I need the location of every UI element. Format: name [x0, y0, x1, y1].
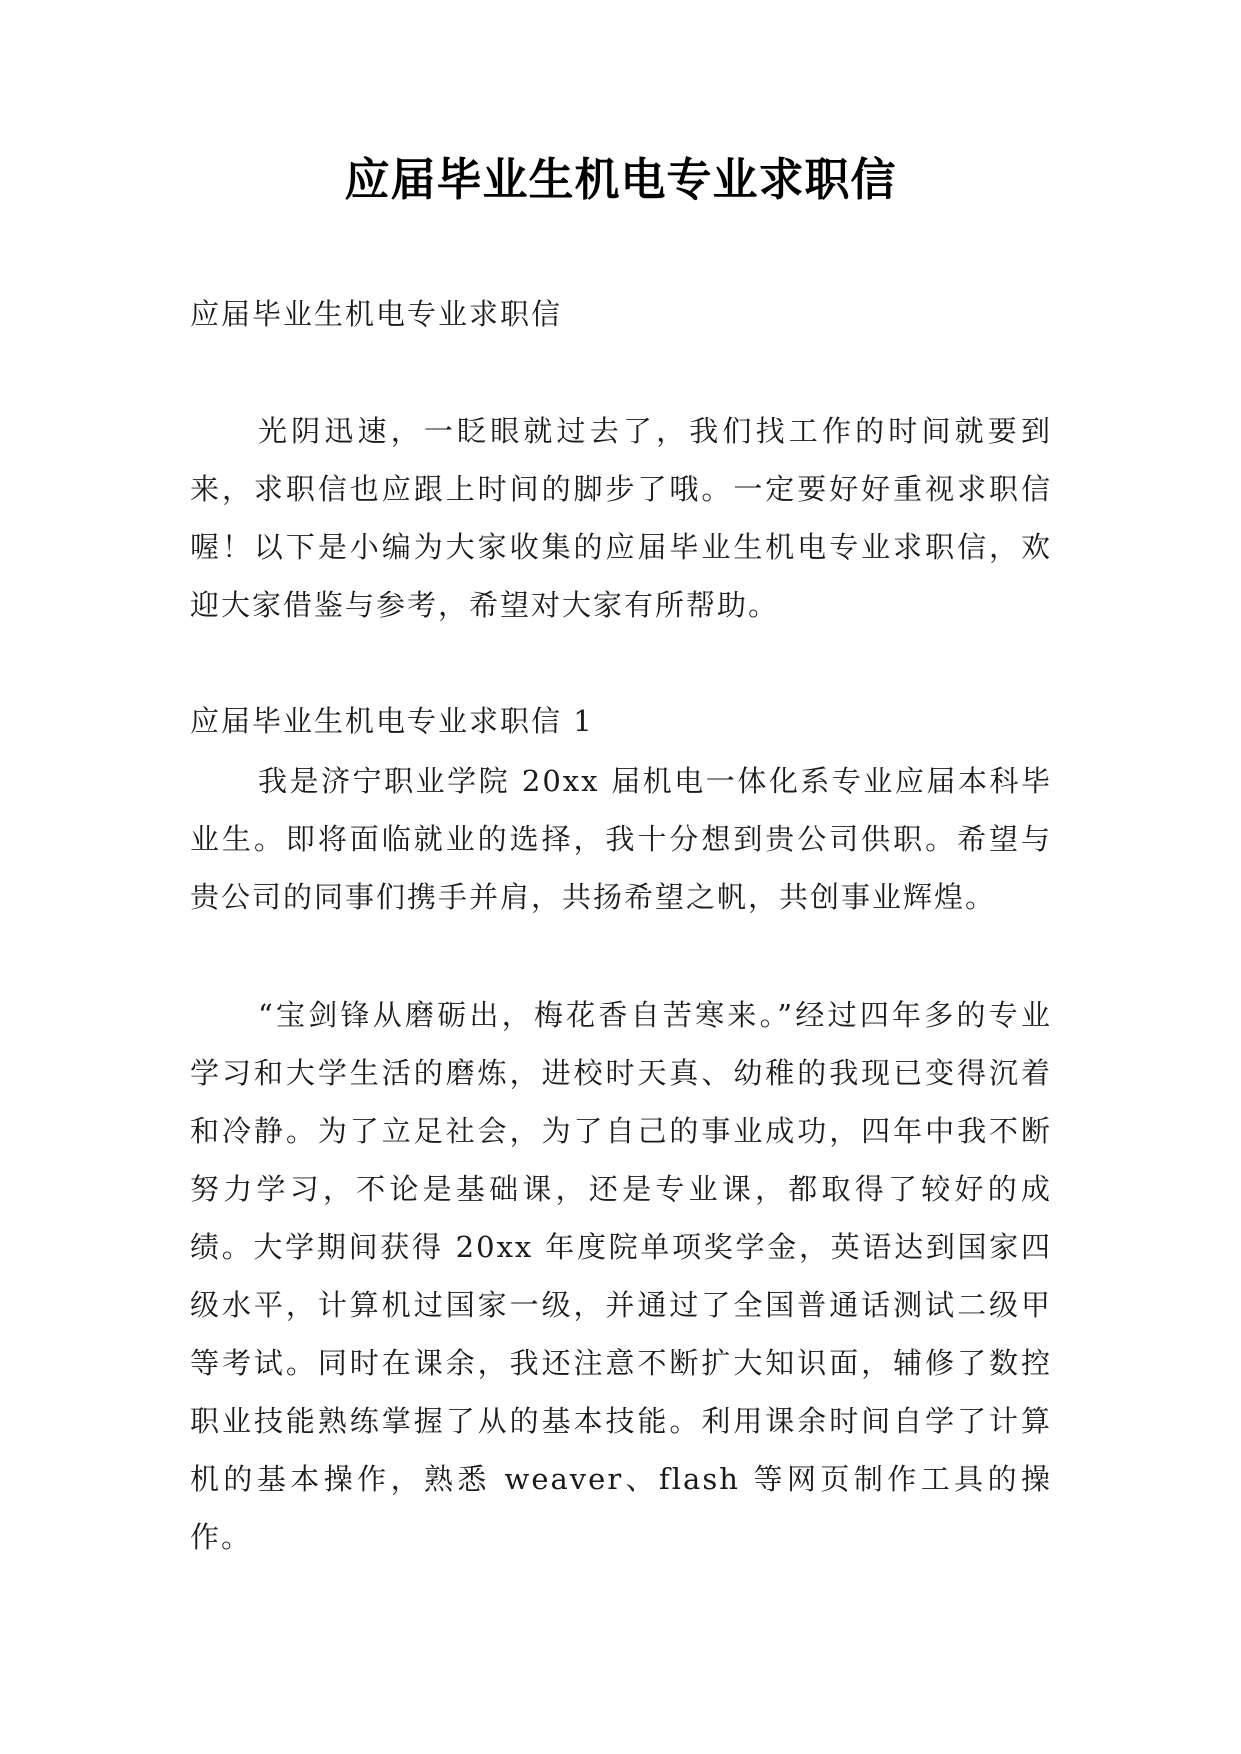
document-subtitle: 应届毕业生机电专业求职信	[190, 297, 563, 331]
document-title: 应届毕业生机电专业求职信	[344, 153, 897, 206]
intro-paragraph: 光阴迅速，一眨眼就过去了，我们找工作的时间就要到来，求职信也应跟上时间的脚步了哦。一定要好好重视求职信喔！以下是小编为大家收集的应届毕业生机电专业求职信，欢迎大家借鉴与参考，希望对大家有所帮助。	[190, 414, 1052, 622]
section-heading: 应届毕业生机电专业求职信 1	[190, 704, 594, 738]
body-paragraph-1: 我是济宁职业学院 20xx 届机电一体化系专业应届本科毕业生。即将面临就业的选择，我十分想到贵公司供职。希望与贵公司的同事们携手并肩，共扬希望之帆，共创事业辉煌。	[190, 764, 1052, 914]
body-paragraph-2: “宝剑锋从磨砺出，梅花香自苦寒来。”经过四年多的专业学习和大学生活的磨炼，进校时天真、幼稚的我现已变得沉着和冷静。为了立足社会，为了自己的事业成功，四年中我不断努力学习，不论是基础课，还是专业课，都取得了较好的成绩。大学期间获得 20xx 年度院单项奖学金，英语达到国家四级水平，计算机过国家一级，并通过了全国普通话测试二级甲等考试。同时在课余，我还注意不断扩大知识面，辅修了数控职业技能熟练掌握了从的基本技能。利用课余时间自学了计算机的基本操作，熟悉 weaver、flash 等网页制作工具的操作。	[190, 998, 1052, 1554]
